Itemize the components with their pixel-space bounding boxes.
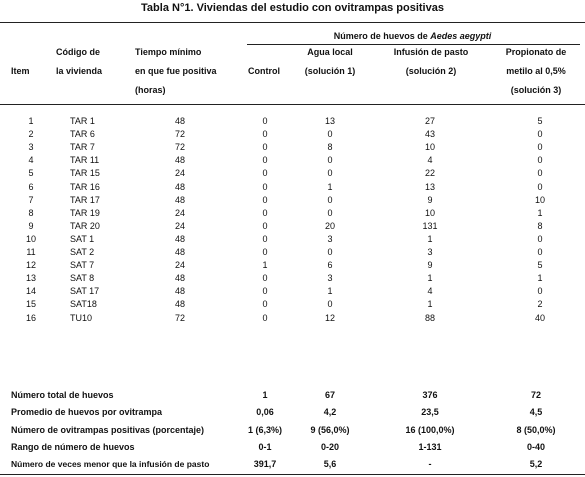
summary-propionato: 8 (50,0%) [516, 424, 556, 435]
cell-infusion: 10 [424, 142, 435, 153]
header-agua-2: (solución 1) [304, 66, 356, 76]
header-tiempo-3: (horas) [135, 85, 166, 95]
cell-item: 11 [26, 247, 36, 257]
cell-agua: 8 [327, 142, 333, 153]
header-item: Item [11, 66, 30, 76]
table-row [0, 154, 585, 167]
table-row [0, 167, 585, 180]
cell-infusion: 131 [422, 220, 438, 231]
cell-tiempo: 48 [174, 273, 185, 284]
cell-control: 0 [262, 116, 268, 126]
summary-infusion: 1-131 [418, 441, 442, 452]
cell-tiempo: 48 [174, 181, 185, 192]
header-infusion-1: Infusión de pasto [393, 47, 469, 57]
cell-codigo: SAT 2 [70, 247, 95, 257]
cell-control: 0 [262, 286, 268, 297]
summary-label: Número de veces menor que la infusión de pasto [11, 459, 210, 470]
cell-agua: 0 [327, 247, 333, 257]
header-agua-1: Agua local [307, 47, 353, 57]
cell-propionato: 0 [537, 129, 543, 140]
cell-item: 4 [28, 155, 34, 166]
bottom-rule [0, 474, 585, 475]
cell-codigo: TAR 20 [70, 220, 100, 231]
table-row [0, 312, 585, 325]
summary-agua: 5,6 [323, 459, 337, 470]
cell-item: 12 [25, 260, 36, 271]
cell-item: 13 [25, 273, 36, 284]
cell-infusion: 1 [427, 273, 433, 284]
header-codigo-2: la vivienda [56, 66, 103, 76]
cell-infusion: 9 [427, 260, 433, 271]
cell-item: 3 [28, 142, 34, 153]
cell-tiempo: 48 [174, 299, 185, 310]
cell-tiempo: 48 [174, 194, 185, 205]
cell-codigo: SAT 7 [70, 260, 95, 271]
cell-agua: 0 [327, 194, 333, 205]
cell-control: 0 [262, 129, 268, 140]
cell-agua: 20 [324, 220, 335, 231]
cell-agua: 0 [327, 155, 333, 166]
summary-propionato: 72 [530, 390, 541, 400]
cell-agua: 0 [327, 299, 333, 310]
header-tiempo-2: en que fue positiva [135, 66, 217, 76]
cell-propionato: 10 [534, 194, 545, 205]
top-rule [0, 22, 585, 23]
cell-control: 0 [262, 168, 268, 179]
header-tiempo-1: Tiempo mínimo [135, 47, 202, 57]
cell-control: 0 [262, 220, 268, 231]
summary-infusion: 23,5 [421, 407, 439, 418]
cell-propionato: 0 [537, 155, 543, 166]
summary-control: 391,7 [253, 459, 277, 470]
summary-row [0, 387, 585, 404]
cell-control: 0 [262, 312, 268, 323]
cell-infusion: 27 [424, 116, 435, 126]
cell-infusion: 9 [427, 194, 433, 205]
summary-control: 0,06 [256, 407, 274, 418]
summary-control: 1 [262, 390, 268, 400]
cell-control: 0 [262, 181, 268, 192]
summary-infusion: 376 [422, 390, 438, 400]
cell-codigo: TAR 19 [70, 207, 100, 218]
header-rule [0, 104, 585, 105]
cell-agua: 0 [327, 129, 333, 140]
cell-tiempo: 24 [174, 207, 185, 218]
cell-infusion: 3 [427, 247, 433, 257]
cell-control: 1 [262, 260, 268, 271]
cell-agua: 3 [327, 233, 333, 244]
cell-propionato: 5 [537, 116, 543, 126]
cell-infusion: 22 [424, 168, 435, 179]
cell-codigo: SAT 17 [70, 286, 100, 297]
header-codigo-1: Código de [56, 47, 100, 57]
summary-row [0, 456, 585, 473]
cell-codigo: TAR 11 [70, 155, 100, 166]
cell-propionato: 2 [537, 299, 543, 310]
cell-control: 0 [262, 194, 268, 205]
cell-tiempo: 72 [174, 129, 185, 140]
cell-item: 16 [25, 312, 36, 323]
cell-agua: 6 [327, 260, 333, 271]
cell-tiempo: 48 [174, 155, 185, 166]
summary-control: 1 (6,3%) [247, 424, 282, 435]
table-row [0, 298, 585, 311]
cell-infusion: 1 [427, 299, 433, 310]
cell-control: 0 [262, 155, 268, 166]
cell-item: 10 [25, 233, 36, 244]
cell-tiempo: 24 [174, 220, 185, 231]
cell-item: 5 [28, 168, 34, 179]
cell-codigo: TU10 [70, 312, 93, 323]
cell-propionato: 0 [537, 142, 543, 153]
cell-tiempo: 48 [174, 247, 185, 257]
cell-tiempo: 72 [174, 312, 185, 323]
summary-label: Número de ovitrampas positivas (porcentaje) [11, 424, 205, 435]
cell-item: 14 [25, 286, 36, 297]
cell-codigo: SAT18 [70, 299, 97, 310]
cell-codigo: TAR 15 [70, 168, 100, 179]
summary-propionato: 5,2 [529, 459, 543, 470]
summary-agua: 0-20 [320, 441, 339, 452]
cell-propionato: 1 [537, 207, 543, 218]
cell-codigo: TAR 17 [70, 194, 100, 205]
summary-control: 0-1 [258, 441, 272, 452]
cell-infusion: 4 [427, 155, 433, 166]
summary-row [0, 439, 585, 456]
cell-tiempo: 48 [174, 116, 185, 126]
summary-infusion: - [428, 459, 432, 470]
cell-infusion: 13 [424, 181, 435, 192]
summary-agua: 67 [324, 390, 335, 400]
table-row [0, 272, 585, 285]
table-row [0, 141, 585, 154]
cell-agua: 1 [327, 286, 333, 297]
table-row [0, 128, 585, 141]
cell-propionato: 5 [537, 260, 543, 271]
table-title: Tabla N°1. Viviendas del estudio con ovitrampas positivas [141, 2, 444, 14]
table-row [0, 181, 585, 194]
summary-label: Número total de huevos [11, 390, 114, 400]
cell-agua: 3 [327, 273, 333, 284]
table-row [0, 246, 585, 259]
summary-label: Rango de número de huevos [11, 441, 135, 452]
summary-label: Promedio de huevos por ovitrampa [11, 407, 163, 418]
cell-tiempo: 24 [174, 260, 185, 271]
table-row [0, 233, 585, 246]
cell-codigo: TAR 16 [70, 181, 100, 192]
cell-agua: 1 [327, 181, 333, 192]
cell-codigo: SAT 1 [70, 233, 95, 244]
table-row [0, 285, 585, 298]
summary-propionato: 4,5 [529, 407, 543, 418]
cell-agua: 12 [324, 312, 335, 323]
cell-item: 15 [25, 299, 36, 310]
table-row [0, 207, 585, 220]
cell-infusion: 43 [424, 129, 435, 140]
cell-codigo: SAT 8 [70, 273, 95, 284]
cell-infusion: 4 [427, 286, 433, 297]
cell-control: 0 [262, 273, 268, 284]
cell-propionato: 0 [537, 286, 543, 297]
summary-row [0, 422, 585, 439]
cell-item: 1 [28, 116, 34, 126]
cell-control: 0 [262, 207, 268, 218]
cell-codigo: TAR 1 [70, 116, 95, 126]
cell-control: 0 [262, 142, 268, 153]
cell-agua: 0 [327, 168, 333, 179]
cell-agua: 0 [327, 207, 333, 218]
cell-infusion: 1 [427, 233, 433, 244]
summary-infusion: 16 (100,0%) [405, 424, 455, 435]
cell-propionato: 0 [537, 233, 543, 244]
cell-propionato: 40 [534, 312, 545, 323]
cell-control: 0 [262, 247, 268, 257]
cell-infusion: 10 [424, 207, 435, 218]
cell-propionato: 0 [537, 181, 543, 192]
cell-item: 6 [28, 181, 34, 192]
cell-infusion: 88 [424, 312, 435, 323]
cell-control: 0 [262, 299, 268, 310]
cell-propionato: 8 [537, 220, 543, 231]
table-row [0, 220, 585, 233]
cell-propionato: 0 [537, 168, 543, 179]
cell-tiempo: 48 [174, 233, 185, 244]
header-propionato-3: (solución 3) [510, 85, 562, 95]
cell-propionato: 1 [537, 273, 543, 284]
cell-codigo: TAR 6 [70, 129, 95, 140]
cell-item: 2 [28, 129, 34, 140]
cell-item: 7 [28, 194, 34, 205]
table-row [0, 194, 585, 207]
cell-item: 8 [28, 207, 34, 218]
cell-agua: 13 [324, 116, 335, 126]
table-row [0, 259, 585, 272]
summary-agua: 4,2 [323, 407, 337, 418]
header-propionato-1: Propionato de [505, 47, 567, 57]
summary-propionato: 0-40 [526, 441, 545, 452]
header-control: Control [248, 66, 280, 76]
cell-codigo: TAR 7 [70, 142, 95, 153]
summary-agua: 9 (56,0%) [310, 424, 350, 435]
cell-item: 9 [28, 220, 34, 231]
cell-control: 0 [262, 233, 268, 244]
cell-tiempo: 48 [174, 286, 185, 297]
cell-propionato: 0 [537, 247, 543, 257]
header-infusion-2: (solución 2) [405, 66, 457, 76]
header-propionato-2: metilo al 0,5% [506, 66, 566, 76]
table-row [0, 115, 585, 128]
cell-tiempo: 24 [174, 168, 185, 179]
summary-row [0, 404, 585, 421]
header-group-label: Número de huevos de Aedes aegypti [333, 31, 492, 41]
cell-tiempo: 72 [174, 142, 185, 153]
